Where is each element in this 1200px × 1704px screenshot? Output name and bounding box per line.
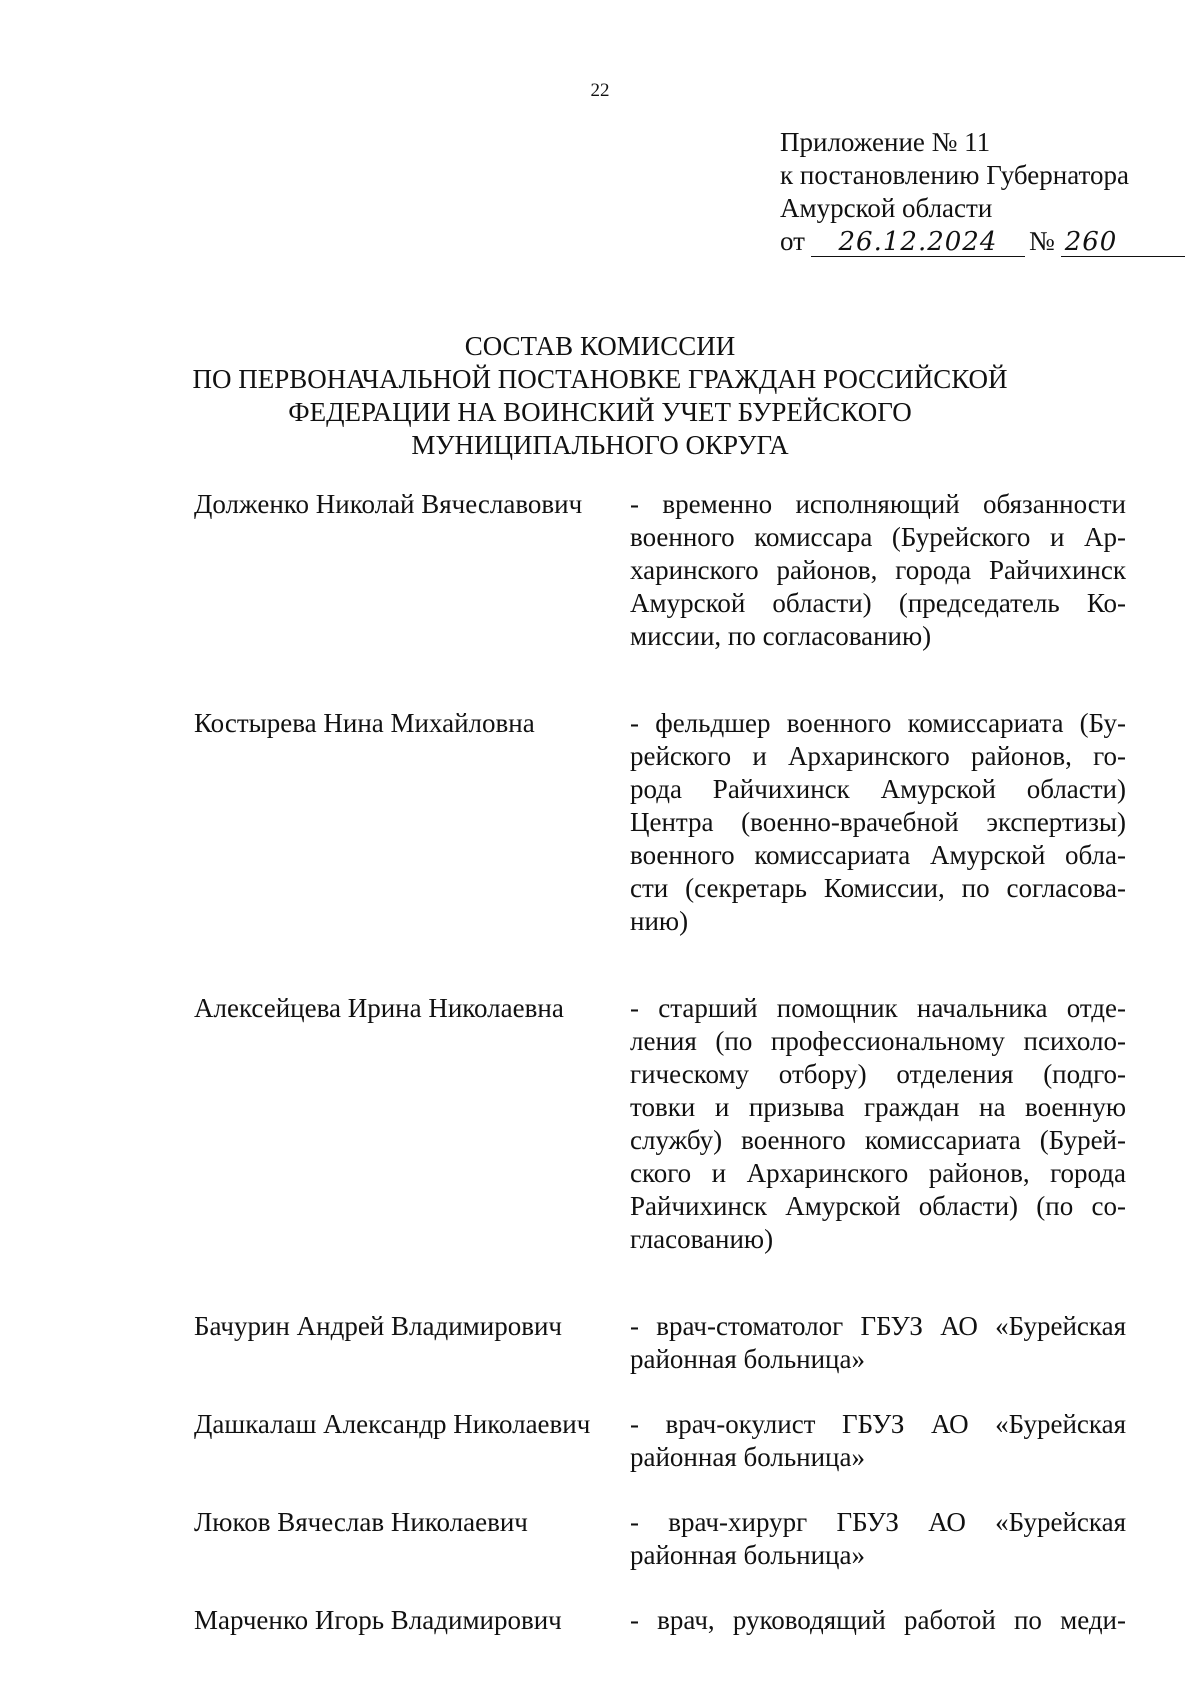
role-line: харинского районов, города Райчихинск: [630, 555, 1126, 585]
appendix-region: Амурской области: [780, 193, 993, 223]
role-line: - врач-окулист ГБУЗ АО «Бурейская: [630, 1409, 1126, 1439]
date-prefix: от: [780, 226, 805, 256]
member-name: Люков Вячеслав Николаевич: [194, 1507, 528, 1537]
member-role: [630, 1408, 1126, 1474]
member-row: [194, 707, 1126, 938]
role-line: ления (по профессиональному психоло-: [630, 1026, 1126, 1056]
role-line: ского и Архаринского районов, города: [630, 1158, 1126, 1188]
title-line-4: МУНИЦИПАЛЬНОГО ОКРУГА: [411, 430, 789, 460]
role-line: районная больница»: [630, 1540, 865, 1570]
role-line: Центра (военно-врачебной экспертизы): [630, 807, 1126, 837]
member-role: [630, 1310, 1126, 1376]
member-role: [630, 1506, 1126, 1572]
appendix-title: Приложение № 11: [780, 127, 991, 157]
member-name: Костырева Нина Михайловна: [194, 708, 535, 738]
role-line: районная больница»: [630, 1344, 865, 1374]
appendix-header: [780, 126, 1185, 258]
role-line: - старший помощник начальника отде-: [630, 993, 1126, 1023]
role-line: - врач-хирург ГБУЗ АО «Бурейская: [630, 1507, 1126, 1537]
role-line: службу) военного комиссариата (Бурей-: [630, 1125, 1126, 1155]
member-row: [194, 1506, 1126, 1572]
member-name: Долженко Николай Вячеславович: [194, 489, 583, 519]
document-title: [0, 330, 1200, 462]
role-line: военного комиссара (Бурейского и Ар-: [630, 522, 1126, 552]
appendix-resolution-ref: к постановлению Губернатора: [780, 160, 1129, 190]
role-line: - временно исполняющий обязанности: [630, 489, 1126, 519]
member-role: [630, 488, 1126, 653]
member-role: [630, 992, 1126, 1256]
member-name: Бачурин Андрей Владимирович: [194, 1311, 562, 1341]
member-role: [630, 1604, 1126, 1637]
role-line: Райчихинск Амурской области) (по со-: [630, 1191, 1126, 1221]
title-line-1: СОСТАВ КОМИССИИ: [464, 331, 736, 361]
role-line: нию): [630, 906, 689, 936]
role-line: районная больница»: [630, 1442, 865, 1472]
member-name: Марченко Игорь Владимирович: [194, 1605, 562, 1635]
role-line: гическому отбору) отделения (подго-: [630, 1059, 1126, 1089]
role-line: рода Райчихинск Амурской области): [630, 774, 1126, 804]
commission-members-list: [194, 488, 1126, 1637]
role-line: военного комиссариата Амурской обла-: [630, 840, 1126, 870]
role-line: миссии, по согласованию): [630, 621, 932, 651]
title-line-2: ПО ПЕРВОНАЧАЛЬНОЙ ПОСТАНОВКЕ ГРАЖДАН РОССИЙСКОЙ: [192, 364, 1008, 394]
member-role: [630, 707, 1126, 938]
member-row: [194, 1604, 1126, 1637]
member-name: Дашкалаш Александр Николаевич: [194, 1409, 591, 1439]
member-name: Алексейцева Ирина Николаевна: [194, 993, 564, 1023]
role-line: рейского и Архаринского районов, го-: [630, 741, 1126, 771]
handwritten-date: 26.12.2024: [811, 228, 1025, 257]
role-line: - врач-стоматолог ГБУЗ АО «Бурейская: [630, 1311, 1126, 1341]
member-row: [194, 992, 1126, 1256]
page-number: 22: [590, 80, 610, 101]
appendix-date-number-line: [780, 225, 1185, 258]
role-line: гласованию): [630, 1224, 774, 1254]
member-row: [194, 488, 1126, 653]
role-line: товки и призыва граждан на военную: [630, 1092, 1126, 1122]
title-line-3: ФЕДЕРАЦИИ НА ВОИНСКИЙ УЧЕТ БУРЕЙСКОГО: [288, 397, 912, 427]
role-line: сти (секретарь Комиссии, по согласова-: [630, 873, 1126, 903]
member-row: [194, 1310, 1126, 1376]
role-line: - фельдшер военного комиссариата (Бу-: [630, 708, 1126, 738]
member-row: [194, 1408, 1126, 1474]
role-line: - врач, руководящий работой по меди-: [630, 1605, 1126, 1635]
role-line: Амурской области) (председатель Ко-: [630, 588, 1126, 618]
number-sign: №: [1028, 226, 1055, 256]
handwritten-number: 260: [1061, 228, 1185, 257]
